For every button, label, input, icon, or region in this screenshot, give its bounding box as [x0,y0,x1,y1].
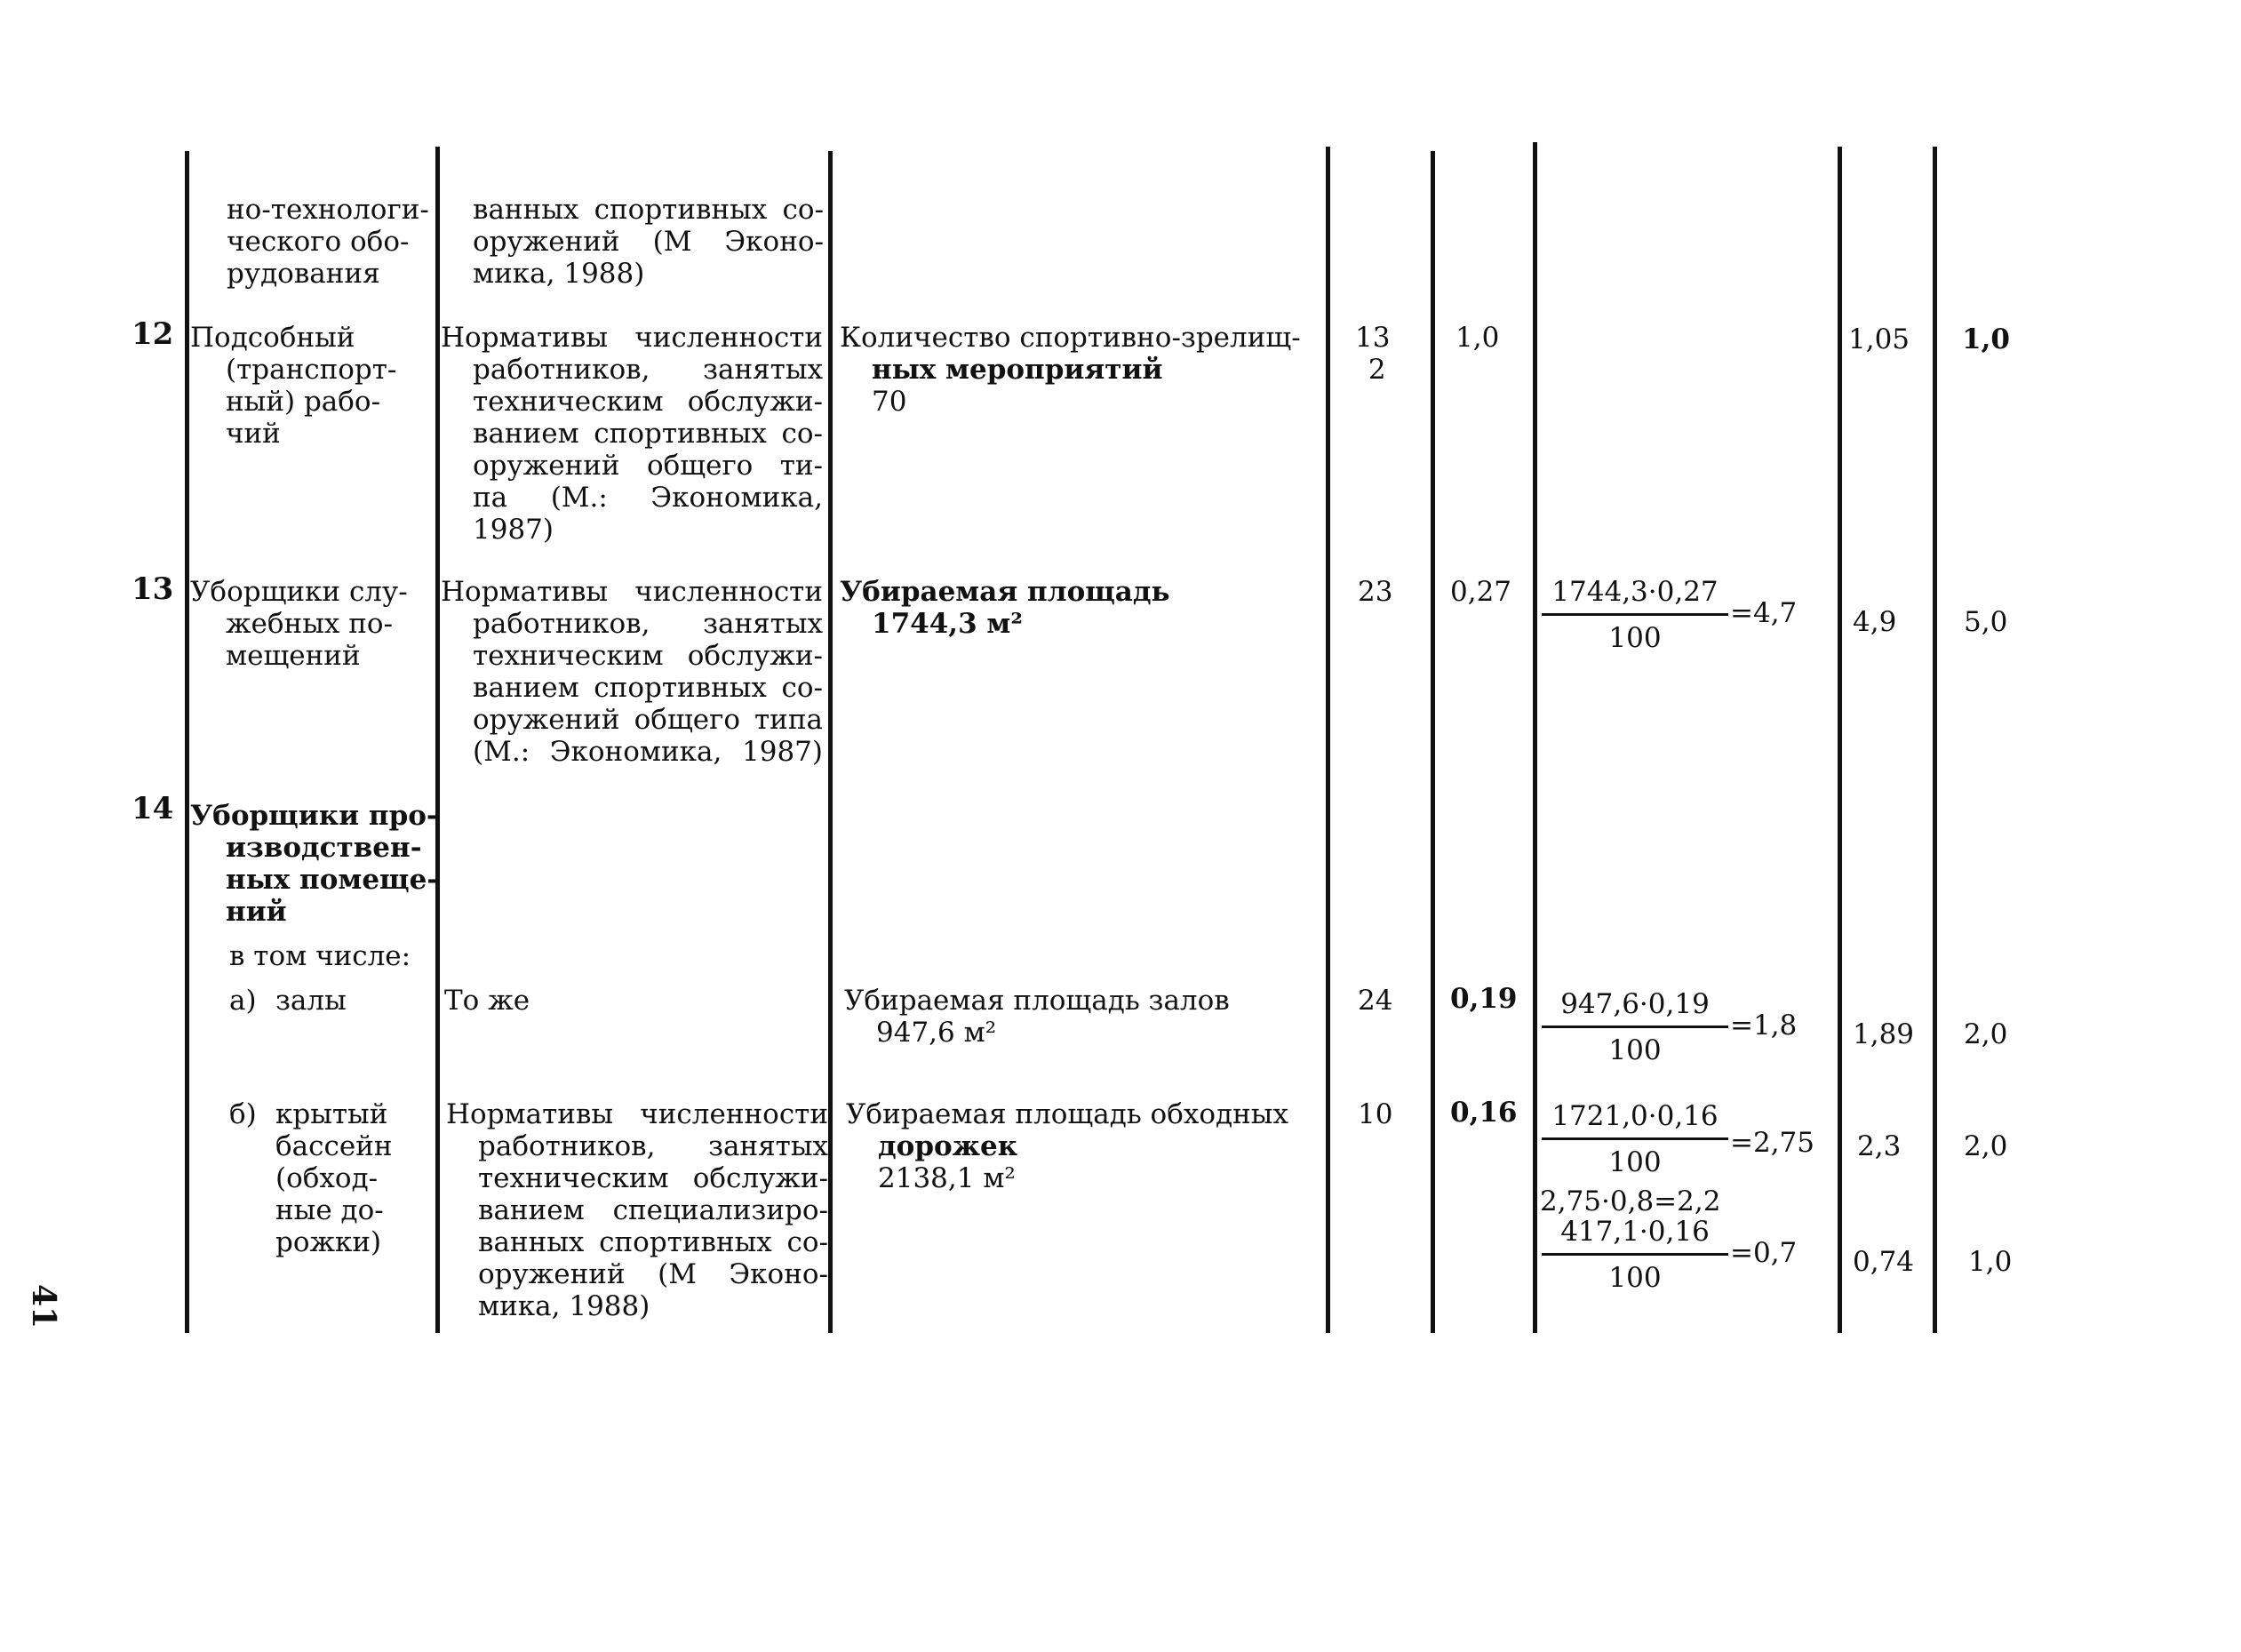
row-14b-indicator: Убираемая площадь обходных дорожек 2138,1 м² [846,1098,1288,1194]
row-12-name: Подсобный (транспорт- ный) рабо- чий [190,322,397,450]
row-13-indicator: Убираемая площадь 1744,3 м² [840,576,1170,640]
row-14a-indicator: Убираемая площадь залов 947,6 м² [844,985,1230,1049]
formula-denominator: 100 [1608,622,1662,654]
column-rule-7 [1838,147,1842,1333]
row-14b-code: 10 [1358,1098,1393,1130]
row-14a-col9: 2,0 [1964,1018,2008,1050]
row-12-number: 12 [132,316,174,352]
column-rule-2 [435,147,440,1333]
row-14a-code: 24 [1358,985,1393,1017]
row-14b-col9-a: 2,0 [1964,1130,2008,1162]
formula-denominator: 100 [1608,1034,1662,1066]
row-14b-formula-1 [1542,1100,1814,1189]
row-14b-norm: Нормативы численности работников, занятых техническим обслужи- ванием специализиро- ванных спортивных со- оружений (М Эконо- мика, 1988) [446,1098,828,1322]
row-14a-formula [1542,988,1798,1077]
row-14b-col8-a: 2,3 [1857,1130,1902,1162]
row-14b-coefficient: 0,16 [1450,1097,1518,1129]
formula-numerator: 417,1·0,16 [1560,1216,1710,1248]
row-13-coefficient: 0,27 [1450,576,1512,608]
row-14b-name: крытый бассейн (обход- ные до- рожки) [275,1098,393,1258]
fraction-bar [1542,613,1728,616]
formula-denominator: 100 [1608,1262,1662,1294]
formula-denominator: 100 [1608,1146,1662,1178]
fraction-bar [1542,1253,1728,1256]
formula-result: =2,75 [1730,1127,1814,1159]
row-14b-col8-b: 0,74 [1853,1246,1915,1278]
formula-numerator: 1721,0·0,16 [1551,1100,1719,1132]
row-14a-norm: То же [444,985,530,1017]
row-13-col9: 5,0 [1964,606,2008,638]
formula-result: =1,8 [1730,1010,1798,1041]
row-14-name: Уборщики про- изводствен- ных помеще- ний [190,800,439,928]
cont-norm: ванных спортивных со- оружений (М Эконо- мика, 1988) [473,194,824,290]
row-14a-name: залы [275,985,347,1017]
row-12-col8: 1,05 [1848,323,1910,355]
row-14a-col8: 1,89 [1853,1018,1915,1050]
row-12-col9: 1,0 [1962,323,2010,355]
row-13-number: 13 [132,571,174,607]
row-12-coefficient: 1,0 [1455,322,1500,354]
fraction-bar [1542,1026,1728,1028]
fraction-bar [1542,1137,1728,1140]
row-12-indicator: Количество спортивно-зрелищ- ных мероприятий 70 [840,322,1301,418]
page-number: 41 [25,1284,62,1329]
cont-name: но-технологи- ческого обо- рудования [227,194,429,290]
column-rule-1 [185,151,189,1333]
row-14b-col9-b: 1,0 [1968,1246,2013,1278]
formula-result: =0,7 [1730,1237,1798,1269]
column-rule-6 [1533,142,1537,1333]
row-13-code: 23 [1358,576,1393,608]
row-12-code: 13 2 [1355,322,1391,386]
row-14b-formula-mid: 2,75·0,8=2,2 [1540,1185,1721,1217]
column-rule-5 [1431,151,1435,1333]
row-14-subheading: в том числе: [229,940,411,972]
row-13-formula [1542,576,1798,665]
row-13-norm: Нормативы численности работников, занятых техническим обслужи- ванием спортивных со- оружений общего типа (М.: Экономика, 1987) [441,576,823,768]
column-rule-3 [828,151,833,1333]
row-13-col8: 4,9 [1853,606,1897,638]
formula-result: =4,7 [1730,597,1798,629]
row-14-number: 14 [132,791,174,826]
row-13-name: Уборщики слу- жебных по- мещений [190,576,408,672]
row-14b-label: б) [229,1098,257,1130]
column-rule-8 [1933,147,1937,1333]
row-14a-coefficient: 0,19 [1450,983,1518,1015]
row-12-norm: Нормативы численности работников, занятых техническим обслужи- ванием спортивных со- оружений общего ти- па (М.: Экономика, 1987) [441,322,823,546]
row-14b-formula-2 [1542,1216,1798,1305]
formula-numerator: 1744,3·0,27 [1551,576,1719,608]
formula-numerator: 947,6·0,19 [1560,988,1710,1020]
column-rule-4 [1326,147,1330,1333]
row-14a-label: а) [229,985,257,1017]
